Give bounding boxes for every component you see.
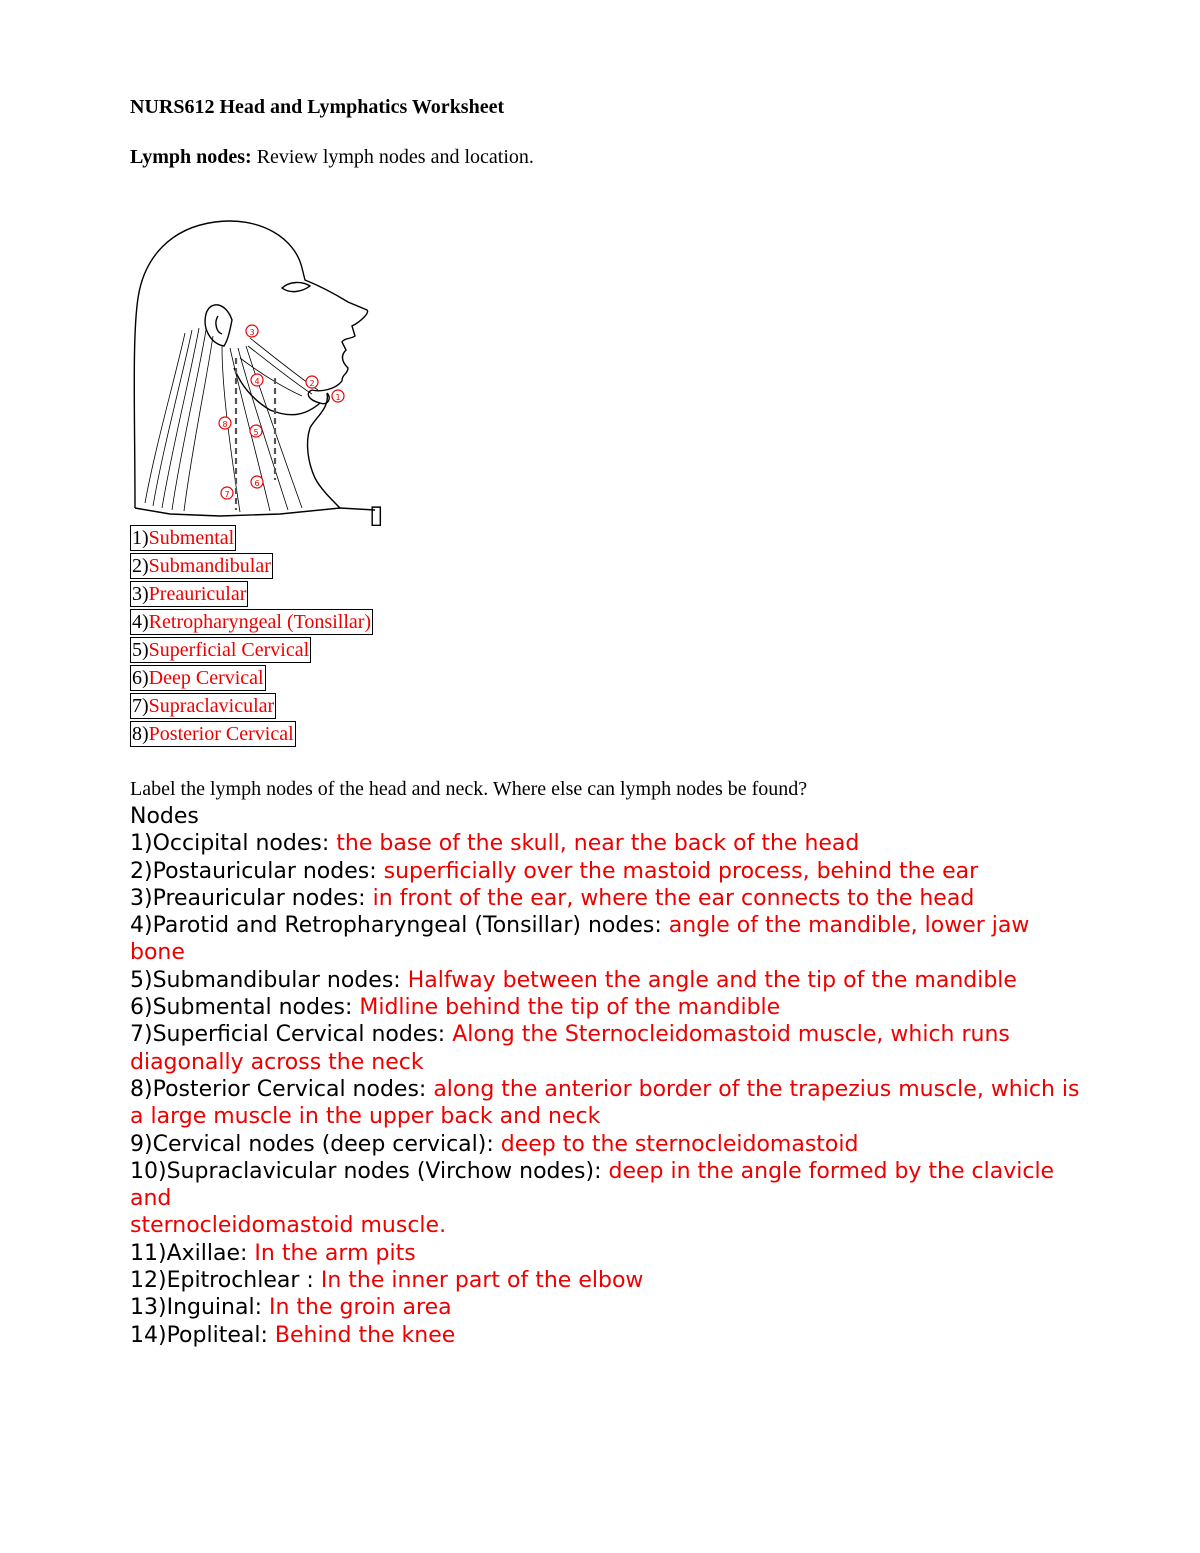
- page-title: NURS612 Head and Lymphatics Worksheet: [130, 96, 505, 118]
- legend-item: 6)Deep Cervical: [132, 667, 264, 689]
- node-entry: 4)Parotid and Retropharyngeal (Tonsillar) nodes: angle of the mandible, lower jaw bone: [130, 913, 1030, 966]
- node-marker-2: [306, 376, 318, 388]
- svg-text:6: 6: [254, 479, 260, 488]
- head-outline: [134, 221, 367, 508]
- svg-text:3: 3: [249, 328, 255, 337]
- node-entry-continuation: sternocleidomastoid muscle.: [130, 1213, 447, 1239]
- node-marker-3: [246, 325, 258, 337]
- node-entry: 13)Inguinal: In the groin area: [130, 1295, 452, 1321]
- node-entry: 11)Axillae: In the arm pits: [130, 1240, 416, 1266]
- node-entry: 3)Preauricular nodes: in front of the ear, where the ear connects to the head: [130, 885, 975, 911]
- eye: [282, 282, 310, 291]
- svg-text:1: 1: [335, 393, 341, 402]
- legend-item: 2)Submandibular: [132, 555, 271, 577]
- node-marker-4: [251, 374, 263, 386]
- nodes-list: [130, 803, 1090, 1349]
- node-entry: 12)Epitrochlear : In the inner part of the elbow: [130, 1268, 644, 1294]
- legend-item: 5)Superficial Cervical: [132, 639, 310, 661]
- node-entry: 6)Submental nodes: Midline behind the tip of the mandible: [130, 995, 781, 1021]
- legend-item: 7)Supraclavicular: [132, 695, 275, 717]
- legend-item: 4)Retropharyngeal (Tonsillar): [132, 611, 372, 633]
- node-marker-7: [221, 487, 233, 499]
- node-marker-6: [251, 476, 263, 488]
- subtitle-text: Review lymph nodes and location.: [251, 146, 534, 168]
- node-entry: 1)Occipital nodes: the base of the skull, near the back of the head: [130, 831, 860, 857]
- shoulder-line: [135, 508, 375, 516]
- throat-line: [308, 393, 340, 508]
- node-entry: 10)Supraclavicular nodes (Virchow nodes): deep in the angle formed by the clavicle and: [130, 1158, 1055, 1212]
- node-entry: 5)Submandibular nodes: Halfway between the angle and the tip of the mandible: [130, 967, 1017, 993]
- neck-muscles: [145, 328, 318, 512]
- svg-text:2: 2: [309, 379, 315, 388]
- node-entry: 14)Popliteal: Behind the knee: [130, 1322, 456, 1348]
- subtitle: [130, 146, 534, 169]
- legend-item: 1)Submental: [132, 527, 235, 549]
- placeholder-box-glyph: ▯: [369, 500, 384, 529]
- node-entry: 8)Posterior Cervical nodes: along the anterior border of the trapezius muscle, which is a large muscle in the upper back and neck: [130, 1076, 1080, 1130]
- head-neck-diagram: [130, 218, 380, 523]
- svg-text:7: 7: [224, 490, 230, 499]
- node-marker-8: [219, 417, 231, 429]
- legend-item: 3)Preauricular: [132, 583, 247, 605]
- jaw-line: [234, 368, 329, 415]
- svg-text:4: 4: [254, 377, 260, 386]
- svg-text:8: 8: [222, 420, 228, 429]
- node-marker-1: [332, 390, 344, 402]
- nodes-heading: Nodes: [130, 804, 199, 829]
- subtitle-label: Lymph nodes:: [130, 146, 252, 168]
- question-text: Label the lymph nodes of the head and neck. Where else can lymph nodes be found?: [130, 778, 808, 800]
- node-marker-5: [250, 425, 262, 437]
- node-legend: [130, 525, 373, 749]
- ear: [205, 305, 232, 346]
- node-entry: 9)Cervical nodes (deep cervical): deep to the sternocleidomastoid: [130, 1131, 859, 1157]
- svg-text:5: 5: [253, 428, 259, 437]
- legend-item: 8)Posterior Cervical: [132, 723, 294, 745]
- node-entry: 2)Postauricular nodes: superficially over the mastoid process, behind the ear: [130, 858, 979, 884]
- node-entry: 7)Superficial Cervical nodes: Along the Sternocleidomastoid muscle, which runs diagonally across the neck: [130, 1022, 1010, 1075]
